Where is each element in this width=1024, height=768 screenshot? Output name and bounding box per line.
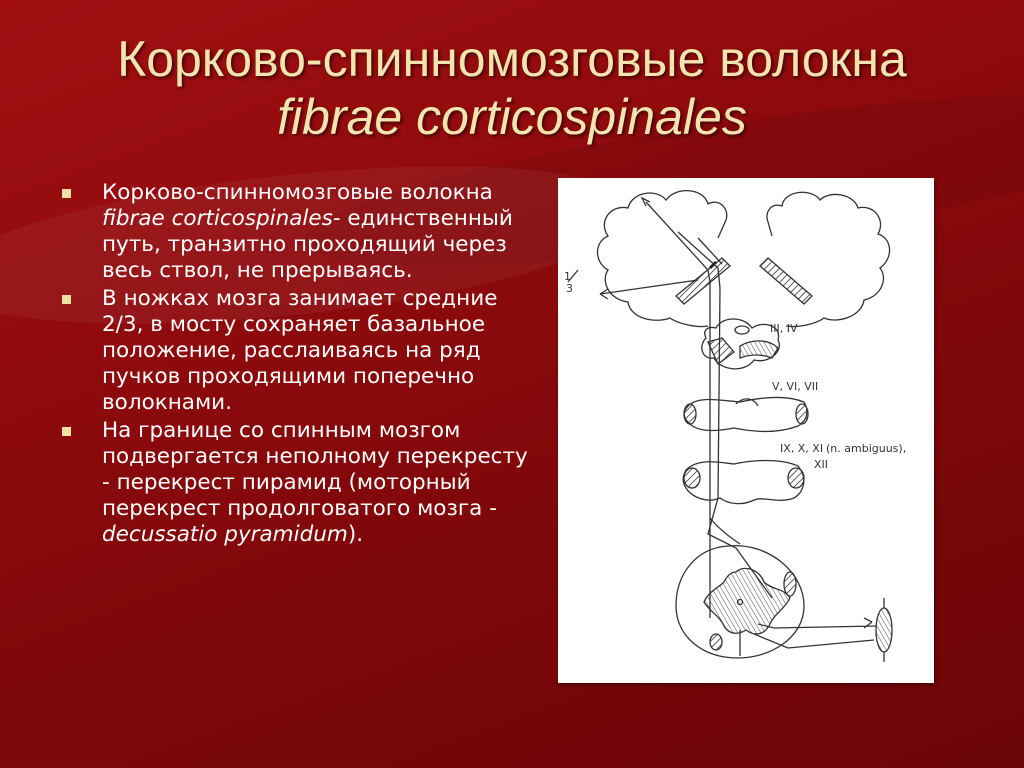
bullet-item	[62, 418, 532, 548]
bullet-square-icon	[62, 189, 71, 198]
slide-title	[0, 30, 1024, 146]
bullet-latin-term: decussatio pyramidum	[102, 522, 348, 547]
bullet-item	[62, 180, 532, 284]
label-nuclei-medulla: IX, X, XI	[780, 442, 824, 455]
bullet-text: На границе со спинным мозгом подвергается неполному перекресту - перекрест пирамид (моторный перекрест продолговатого мозга -	[102, 418, 528, 521]
medulla	[683, 461, 804, 504]
pyramidal-decussation	[710, 518, 740, 544]
muscle	[876, 608, 892, 652]
right-hemisphere	[767, 192, 890, 326]
bullet-item	[62, 286, 532, 416]
bullet-square-icon	[62, 295, 71, 304]
right-internal-capsule	[760, 258, 812, 304]
label-nucleus-ambiguus: (n. ambiguus),	[826, 442, 907, 455]
cerebral-peduncle	[708, 338, 734, 364]
bullet-list	[62, 180, 532, 550]
title-main: Корково-спинномозговые волокна	[117, 31, 907, 87]
title-latin: fibrae corticospinales	[277, 89, 747, 145]
bullet-text: В ножках мозга занимает средние 2/3, в мосту сохраняет базальное положение, расслаиваясь на ряд пучков проходящими поперечно волокнами.	[102, 286, 498, 415]
bullet-text: - единственный путь, транзитно проходящий через весь ствол, не прерываясь.	[102, 206, 513, 283]
bullet-latin-term: fibrae corticospinales	[102, 206, 333, 231]
bullet-text: ).	[347, 522, 364, 547]
tract-diagram-svg	[558, 178, 934, 683]
motor-nerve-fiber	[758, 624, 876, 628]
fraction-denominator: 3	[566, 282, 573, 295]
gray-matter	[704, 568, 790, 634]
label-nuclei-midbrain: III, IV	[770, 322, 798, 335]
bullet-text: Корково-спинномозговые волокна	[102, 180, 493, 205]
pons	[684, 397, 807, 431]
corticospinal-tract-drawing	[558, 178, 934, 683]
label-nucleus-xii: XII	[814, 458, 829, 471]
bullet-square-icon	[62, 427, 71, 436]
fraction-numerator: 1	[564, 270, 571, 283]
label-nuclei-pons: V, VI, VII	[772, 380, 819, 393]
